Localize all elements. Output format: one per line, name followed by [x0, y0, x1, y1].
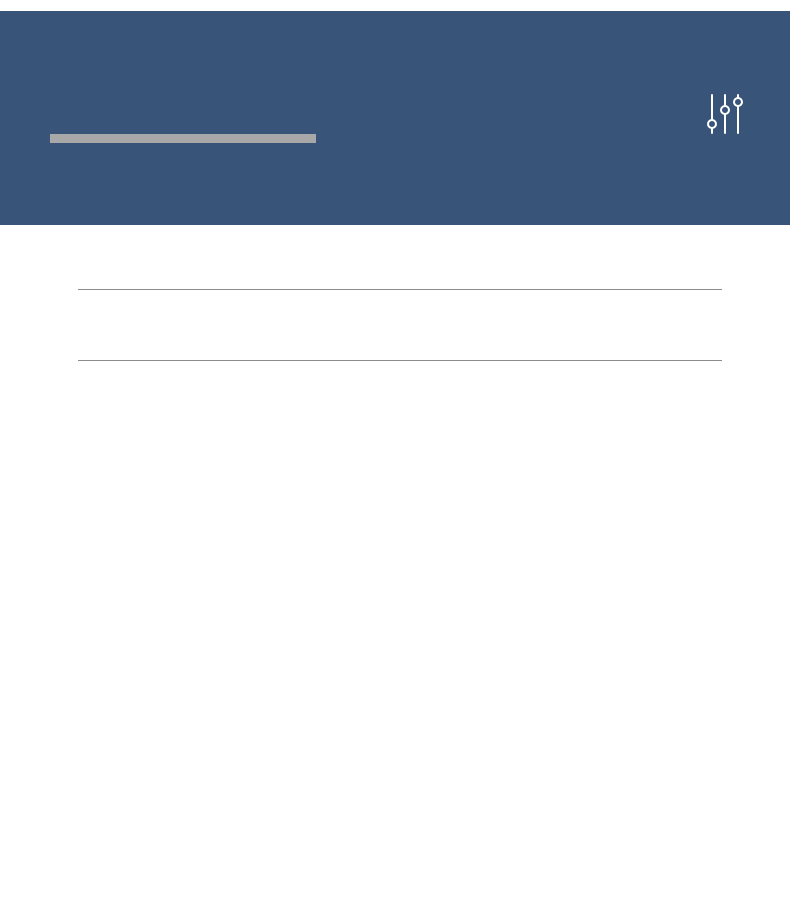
divider [78, 289, 722, 290]
equalizer-sliders-icon [703, 91, 747, 135]
divider [78, 360, 722, 361]
header-banner [0, 11, 790, 225]
subtitle [58, 171, 67, 193]
title-underline [50, 134, 316, 143]
